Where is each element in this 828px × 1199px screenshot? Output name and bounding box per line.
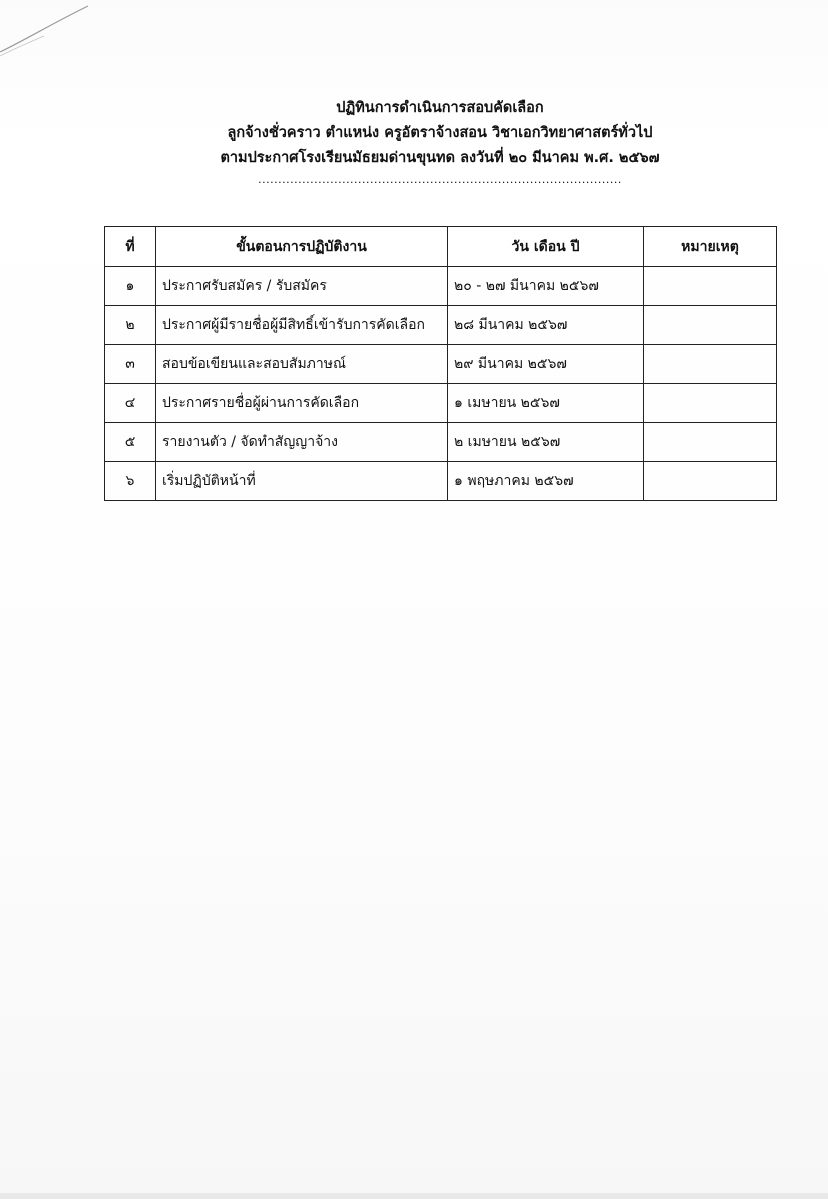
header-note: หมายเหตุ bbox=[644, 227, 777, 267]
table-row bbox=[105, 462, 777, 501]
row-date: ๒๐ - ๒๗ มีนาคม ๒๕๖๗ bbox=[448, 267, 644, 306]
header-date: วัน เดือน ปี bbox=[448, 227, 644, 267]
row-no: ๓ bbox=[105, 345, 156, 384]
row-step: รายงานตัว / จัดทำสัญญาจ้าง bbox=[156, 423, 448, 462]
scan-artifact-mark bbox=[0, 0, 110, 70]
row-step: ประกาศผู้มีรายชื่อผู้มีสิทธิ์เข้ารับการคัดเลือก bbox=[156, 306, 448, 345]
row-note bbox=[644, 306, 777, 345]
table-row bbox=[105, 384, 777, 423]
row-date: ๑ เมษายน ๒๕๖๗ bbox=[448, 384, 644, 423]
row-note bbox=[644, 267, 777, 306]
scan-bottom-edge bbox=[0, 1193, 828, 1199]
table-row bbox=[105, 345, 777, 384]
row-note bbox=[644, 345, 777, 384]
row-no: ๕ bbox=[105, 423, 156, 462]
header-title: ปฏิทินการดำเนินการสอบคัดเลือก bbox=[336, 100, 544, 116]
row-note bbox=[644, 462, 777, 501]
row-date: ๑ พฤษภาคม ๒๕๖๗ bbox=[448, 462, 644, 501]
row-date: ๒๘ มีนาคม ๒๕๖๗ bbox=[448, 306, 644, 345]
row-no: ๔ bbox=[105, 384, 156, 423]
row-step: ประกาศรายชื่อผู้ผ่านการคัดเลือก bbox=[156, 384, 448, 423]
row-no: ๒ bbox=[105, 306, 156, 345]
row-date: ๒ เมษายน ๒๕๖๗ bbox=[448, 423, 644, 462]
table-header-row bbox=[105, 227, 777, 267]
header-dotted-separator: ........................................................................................... bbox=[258, 173, 622, 186]
row-step: สอบข้อเขียนและสอบสัมภาษณ์ bbox=[156, 345, 448, 384]
row-step: เริ่มปฏิบัติหน้าที่ bbox=[156, 462, 448, 501]
row-no: ๑ bbox=[105, 267, 156, 306]
table-row bbox=[105, 306, 777, 345]
row-step: ประกาศรับสมัคร / รับสมัคร bbox=[156, 267, 448, 306]
row-note bbox=[644, 423, 777, 462]
header-position: ลูกจ้างชั่วคราว ตำแหน่ง ครูอัตราจ้างสอน วิชาเอกวิทยาศาสตร์ทั่วไป bbox=[227, 125, 653, 141]
header-no: ที่ bbox=[105, 227, 156, 267]
row-no: ๖ bbox=[105, 462, 156, 501]
table-row bbox=[105, 267, 777, 306]
table-row bbox=[105, 423, 777, 462]
header-announcement: ตามประกาศโรงเรียนมัธยมด่านขุนทด ลงวันที่ ๒๐ มีนาคม พ.ศ. ๒๕๖๗ bbox=[220, 150, 660, 166]
document-header bbox=[180, 96, 700, 187]
row-date: ๒๙ มีนาคม ๒๕๖๗ bbox=[448, 345, 644, 384]
row-note bbox=[644, 384, 777, 423]
header-step: ขั้นตอนการปฏิบัติงาน bbox=[156, 227, 448, 267]
schedule-table bbox=[104, 226, 777, 501]
